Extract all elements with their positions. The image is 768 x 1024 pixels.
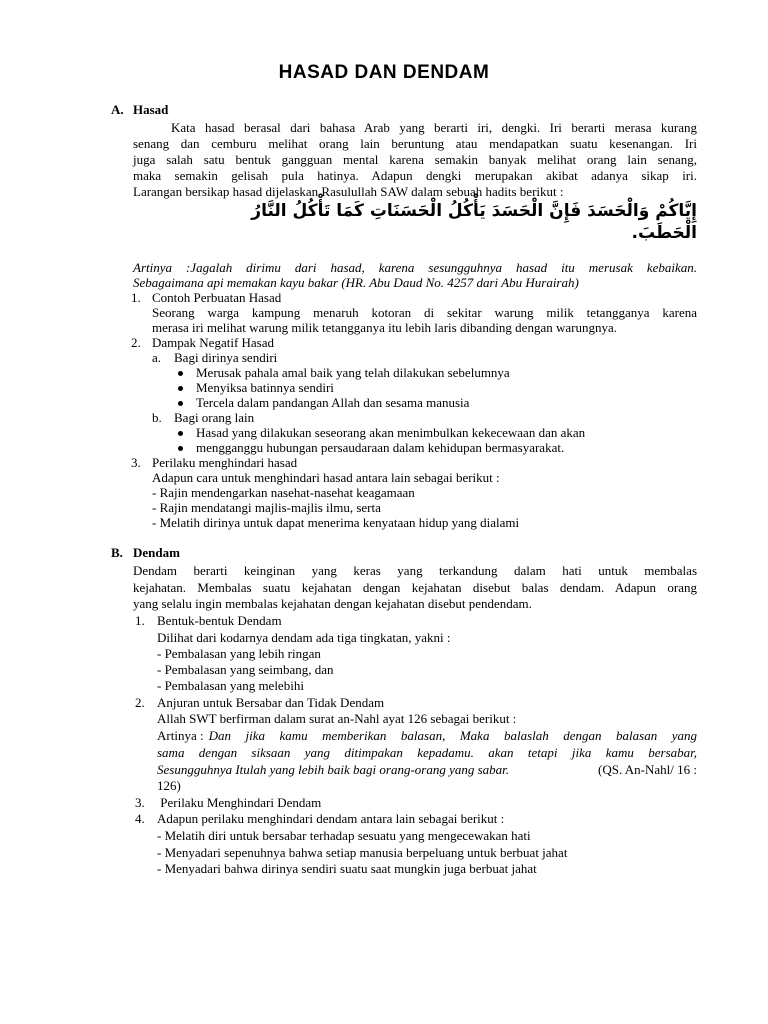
sub-list-letter: b. <box>152 410 162 425</box>
list-item-text: merasa iri melihat warung milik tetangganya itu lebih laris dibanding dengan warungnya. <box>152 320 617 335</box>
list-item-label: Dampak Negatif Hasad <box>152 335 275 350</box>
translation-prefix: Artinya : <box>157 728 204 743</box>
section-b-para-line: kejahatan. Membalas suatu kejahatan dengan kejahatan disebut balas dendam. Adapun orang <box>133 580 697 595</box>
list-number: 1. <box>131 290 141 305</box>
list-number: 1. <box>135 613 145 628</box>
section-b-heading: Dendam <box>133 545 180 560</box>
list-item-text: Allah SWT berfirman dalam surat an-Nahl ayat 126 sebagai berikut : <box>157 711 517 726</box>
bullet-text: Menyiksa batinnya sendiri <box>196 380 334 395</box>
section-a-para-line: maka semakin gelisah pula hatinya. Adapun dengki merupakan akibat adanya sikap iri. <box>133 168 697 183</box>
document-title: HASAD DAN DENDAM <box>278 62 490 83</box>
bullet-text: Merusak pahala amal baik yang telah dilakukan sebelumnya <box>196 365 510 380</box>
list-number: 2. <box>131 335 141 350</box>
section-a-marker: A. <box>111 102 124 117</box>
list-item-text: - Rajin mendengarkan nasehat-nasehat keagamaan <box>152 485 415 500</box>
translation-text: Dan jika kamu memberikan balasan, Maka balaslah dengan balasan yang <box>208 728 697 743</box>
list-number: 4. <box>135 811 145 826</box>
hadith-arabic-line: الْحَطَبَ. <box>631 223 697 243</box>
hadith-arabic-line: إِيَّاكُمْ وَالْحَسَدَ فَإِنَّ الْحَسَدَ يَأْكُلُ الْحَسَنَاتِ كَمَا تَأْكُلُ النَّارُ <box>251 201 697 221</box>
list-item-label: Contoh Perbuatan Hasad <box>152 290 282 305</box>
quran-translation-line <box>157 762 697 778</box>
bullet-dot <box>178 371 183 376</box>
section-b-para-line: Dendam berarti keinginan yang keras yang terkandung dalam hati untuk membalas <box>133 563 697 578</box>
section-a-para-line: Kata hasad berasal dari bahasa Arab yang berarti iri, dengki. Iri berarti merasa kurang <box>171 120 697 135</box>
verse-reference: (QS. An-Nahl/ 16 : <box>598 762 697 777</box>
verse-reference: 126) <box>157 778 181 793</box>
list-item-text: Adapun cara untuk menghindari hasad antara lain sebagai berikut : <box>152 470 500 485</box>
list-number: 3. <box>131 455 141 470</box>
list-item-text: Seorang warga kampung menaruh kotoran di sekitar warung milik tetangganya karena <box>152 305 697 320</box>
bullet-text: mengganggu hubungan persaudaraan dalam kehidupan bermasyarakat. <box>196 440 565 455</box>
bullet-text: Hasad yang dilakukan seseorang akan menimbulkan kekecewaan dan akan <box>196 425 586 440</box>
section-a-heading: Hasad <box>133 102 169 117</box>
list-item-label: Adapun perilaku menghindari dendam antara lain sebagai berikut : <box>157 811 505 826</box>
bullet-dot <box>178 431 183 436</box>
translation-text: sama dengan siksaan yang ditimpakan kepadamu. akan tetapi jika kamu bersabar, <box>157 745 697 760</box>
list-item-text: - Pembalasan yang lebih ringan <box>157 646 321 661</box>
bullet-dot <box>178 386 183 391</box>
quran-translation-line <box>157 728 697 744</box>
list-item-text: - Melatih diri untuk bersabar terhadap sesuatu yang mengecewakan hati <box>157 828 531 843</box>
list-number: 2. <box>135 695 145 710</box>
list-number: 3. <box>135 795 145 810</box>
list-item-text: - Rajin mendatangi majlis-majlis ilmu, serta <box>152 500 381 515</box>
list-item-label: Bentuk-bentuk Dendam <box>157 613 282 628</box>
list-item-text: - Pembalasan yang seimbang, dan <box>157 662 334 677</box>
sub-list-label: Bagi orang lain <box>174 410 255 425</box>
hadith-translation-line: Sebagaimana api memakan kayu bakar (HR. Abu Daud No. 4257 dari Abu Hurairah) <box>133 275 579 290</box>
sub-list-letter: a. <box>152 350 162 365</box>
hadith-translation-line: Artinya :Jagalah dirimu dari hasad, karena sesungguhnya hasad itu merusak kebaikan. <box>133 260 697 275</box>
translation-text: Sesungguhnya Itulah yang lebih baik bagi orang-orang yang sabar. <box>157 762 510 777</box>
section-b-marker: B. <box>111 545 123 560</box>
list-item-text: - Melatih dirinya untuk dapat menerima kenyataan hidup yang dialami <box>152 515 520 530</box>
list-item-label: Perilaku Menghindari Dendam <box>157 795 322 810</box>
list-item-label: Perilaku menghindari hasad <box>152 455 298 470</box>
list-item-text: - Menyadari sepenuhnya bahwa setiap manusia berpeluang untuk berbuat jahat <box>157 845 568 860</box>
list-item-label: Anjuran untuk Bersabar dan Tidak Dendam <box>157 695 385 710</box>
section-a-para-line: senang dan cemburu melihat orang lain beruntung atau mendapatkan suatu kesenangan. Iri <box>133 136 697 151</box>
list-item-text: Dilihat dari kodarnya dendam ada tiga tingkatan, yakni : <box>157 630 451 645</box>
sub-list-label: Bagi dirinya sendiri <box>174 350 278 365</box>
list-item-text: - Pembalasan yang melebihi <box>157 678 304 693</box>
section-a-para-line: juga salah satu bentuk gangguan mental karena semakin banyak melihat orang lain senang, <box>133 152 697 167</box>
bullet-text: Tercela dalam pandangan Allah dan sesama manusia <box>196 395 470 410</box>
section-b-para-line: yang selalu ingin membalas kejahatan dengan kejahatan disebut pendendam. <box>133 596 532 611</box>
bullet-dot <box>178 446 183 451</box>
list-item-text: - Menyadari bahwa dirinya sendiri suatu saat mungkin juga berbuat jahat <box>157 861 537 876</box>
section-a-para-line: Larangan bersikap hasad dijelaskan Rasulullah SAW dalam sebuah hadits berikut : <box>133 184 564 199</box>
bullet-dot <box>178 401 183 406</box>
